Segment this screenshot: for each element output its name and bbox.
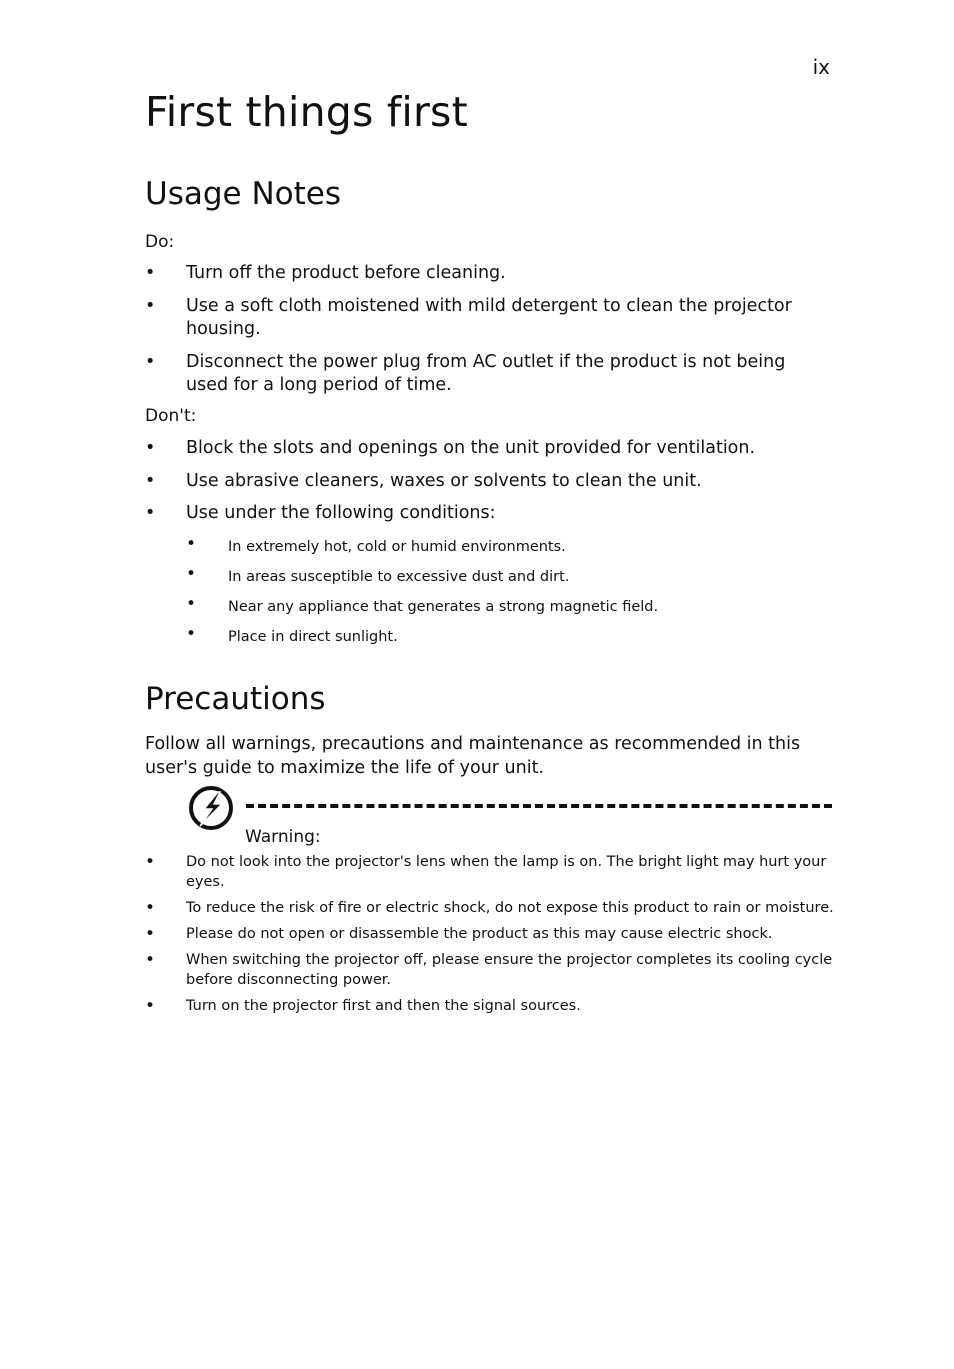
bullet-icon: • xyxy=(145,950,156,970)
list-item: • Use a soft cloth moistened with mild detergent to clean the projector housing. xyxy=(145,295,792,339)
list-item: • To reduce the risk of fire or electric shock, do not expose this product to rain or moisture. xyxy=(145,898,834,918)
list-item: • Please do not open or disassemble the product as this may cause electric shock. xyxy=(145,924,773,944)
page-number: ix xyxy=(812,55,830,79)
dont-label: Don't: xyxy=(145,406,197,426)
bullet-icon: • xyxy=(145,470,156,491)
list-item: • Turn on the projector first and then the signal sources. xyxy=(145,996,581,1016)
bullet-icon: • xyxy=(145,996,156,1016)
warning-divider xyxy=(246,804,832,808)
bullet-icon: • xyxy=(145,295,156,316)
precautions-intro: Follow all warnings, precautions and maintenance as recommended in this user's guide to maximize the life of your unit. xyxy=(145,734,801,778)
lightning-warning-icon xyxy=(187,784,235,832)
bullet-icon: • xyxy=(186,624,197,644)
bullet-icon: • xyxy=(186,564,197,584)
list-item: • Disconnect the power plug from AC outlet if the product is not being used for a long period of time. xyxy=(145,351,786,395)
list-item: • Turn off the product before cleaning. xyxy=(145,262,830,286)
do-list xyxy=(145,262,830,407)
conditions-list xyxy=(186,534,658,654)
bullet-icon: • xyxy=(145,898,156,918)
list-item: • When switching the projector off, please ensure the projector completes its cooling cycle before disconnecting power. xyxy=(145,950,833,988)
list-item: • Do not look into the projector's lens when the lamp is on. The bright light may hurt your eyes. xyxy=(145,852,827,890)
list-item: • In areas susceptible to excessive dust and dirt. xyxy=(186,564,658,594)
bullet-icon: • xyxy=(145,852,156,872)
list-item: • Use under the following conditions: xyxy=(145,502,830,526)
bullet-icon: • xyxy=(145,503,156,523)
bullet-icon: • xyxy=(186,594,197,614)
warning-list xyxy=(145,852,835,1022)
list-item: • Place in direct sunlight. xyxy=(186,624,658,654)
bullet-icon: • xyxy=(145,924,156,944)
bullet-icon: • xyxy=(186,534,197,554)
do-label: Do: xyxy=(145,232,175,252)
precautions-heading: Precautions xyxy=(145,681,326,717)
list-item: • Block the slots and openings on the unit provided for ventilation. xyxy=(145,437,830,461)
list-item: • In extremely hot, cold or humid environments. xyxy=(186,534,658,564)
dont-list xyxy=(145,437,830,535)
bullet-icon: • xyxy=(145,438,156,458)
bullet-icon: • xyxy=(145,351,156,372)
bullet-icon: • xyxy=(145,263,156,283)
list-item: • Use abrasive cleaners, waxes or solvents to clean the unit. xyxy=(145,470,830,494)
list-item: • Near any appliance that generates a strong magnetic field. xyxy=(186,594,658,624)
page-title: First things first xyxy=(145,88,468,136)
usage-notes-heading: Usage Notes xyxy=(145,176,341,212)
warning-label: Warning: xyxy=(245,827,321,847)
